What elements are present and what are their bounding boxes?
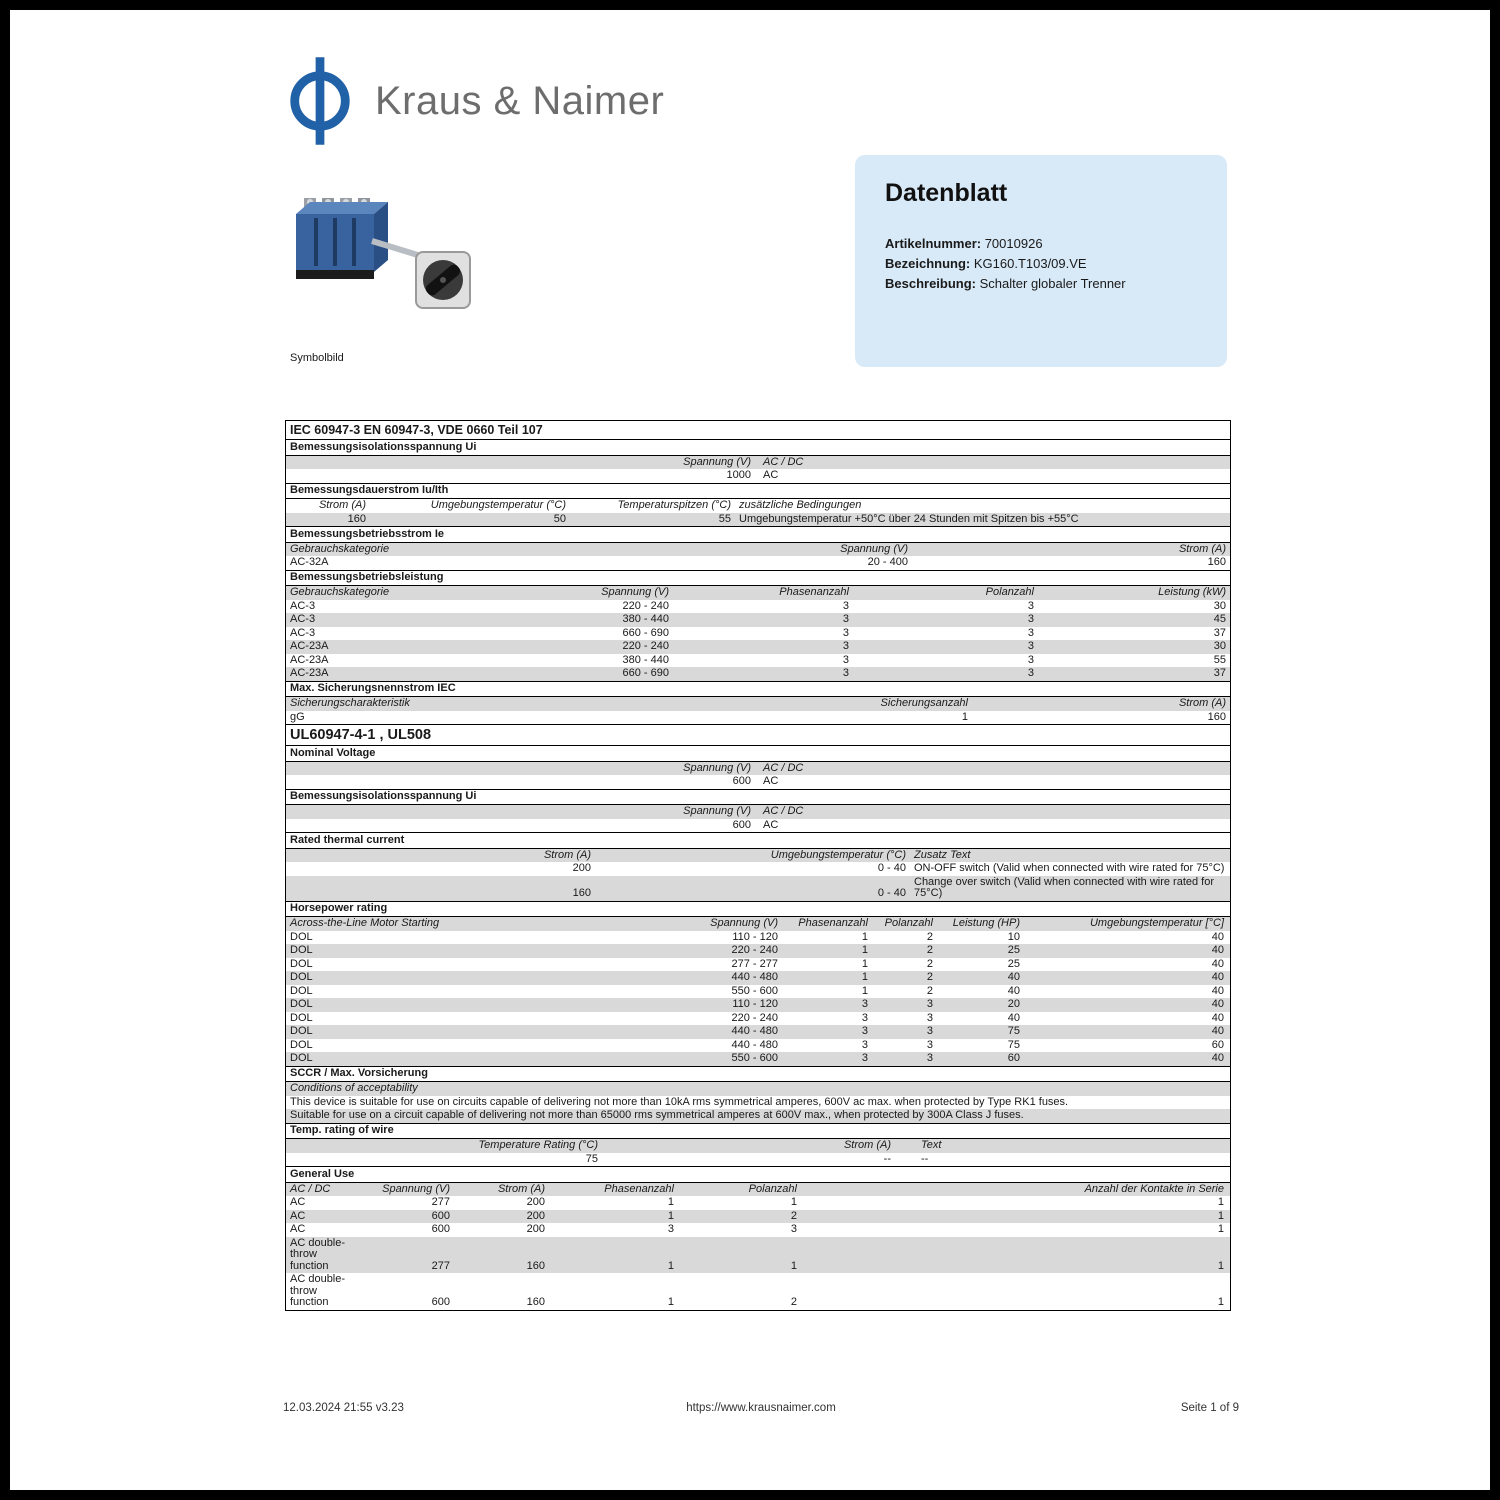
table-cell: 550 - 600 [731,1052,778,1064]
column-header-cell: Temperature Rating (°C) [478,1139,598,1151]
column-header-cell: Temperaturspitzen (°C) [617,499,731,511]
brand-logo [285,56,664,146]
table-row [286,1153,1230,1167]
table-cell: 3 [926,1052,933,1064]
table-cell: 2 [790,1296,797,1308]
column-header-cell: Strom (A) [497,1182,545,1195]
table-cell: 277 [431,1196,450,1208]
column-header-row [286,849,1230,863]
subsection-title: Rated thermal current [286,832,1230,849]
table-cell: AC [290,1223,306,1235]
table-cell: AC [763,818,779,831]
table-cell: 600 [732,818,751,831]
article-number-line [885,234,1197,254]
spec-table [285,420,1231,1311]
table-cell: 1 [667,1296,674,1308]
table-cell: AC-3 [290,599,316,612]
designation-value: KG160.T103/09.VE [973,256,1087,271]
table-cell: 60 [1211,1038,1224,1051]
column-header-cell: Spannung (V) [710,917,778,929]
subsection-title: General Use [286,1166,1230,1183]
table-cell: 75 [1007,1038,1020,1051]
table-row [286,556,1230,570]
table-cell: 3 [1027,640,1034,652]
table-cell: 3 [861,998,868,1010]
subsection-title: Bemessungsbetriebsleistung [286,570,1230,587]
description-value: Schalter globaler Trenner [979,276,1126,291]
table-cell: 3 [926,998,933,1010]
table-row [286,1223,1230,1237]
phi-logo-icon [285,56,355,146]
column-header-cell: Strom (A) [1178,542,1226,555]
table-cell: 600 [732,775,751,787]
subsection-title: Bemessungsisolationsspannung Ui [286,789,1230,806]
column-header-cell: Spannung (V) [683,805,751,817]
table-row [286,613,1230,627]
column-header-cell: Leistung (kW) [1158,586,1226,598]
table-cell: AC-32A [290,556,329,568]
table-cell: 55 [1213,653,1226,666]
column-header-row [286,697,1230,711]
section-title: UL60947-4-1 , UL508 [286,724,1230,746]
table-cell: 2 [926,971,933,983]
column-header-row [286,1139,1230,1153]
table-cell: 220 - 240 [622,599,669,612]
table-cell: 60 [1007,1052,1020,1064]
table-cell: gG [290,710,305,723]
table-cell: 1 [861,984,868,997]
table-cell: 3 [1027,599,1034,612]
table-cell: 3 [842,626,849,639]
table-cell: 40 [1211,944,1224,956]
table-cell: 3 [861,1011,868,1024]
column-header-cell: Gebrauchskategorie [290,542,390,555]
table-row [286,1052,1230,1066]
table-row [286,1210,1230,1224]
table-cell: DOL [290,1052,313,1064]
table-cell: 200 [572,862,591,874]
table-cell: 2 [926,930,933,943]
column-header-cell: Leistung (HP) [952,917,1020,929]
column-header-row [286,1183,1230,1197]
table-cell: 440 - 480 [731,1025,778,1037]
table-row [286,931,1230,945]
subsection-title: SCCR / Max. Vorsicherung [286,1066,1230,1083]
table-cell: 110 - 120 [732,998,778,1010]
table-cell: 40 [1211,1025,1224,1037]
table-cell: 3 [926,1025,933,1037]
table-cell: 45 [1213,613,1226,625]
table-cell: 3 [1027,653,1034,666]
table-cell: 1 [1217,1296,1224,1308]
table-cell: 30 [1213,599,1226,612]
section-title: IEC 60947-3 EN 60947-3, VDE 0660 Teil 107 [286,421,1230,440]
page-footer [283,1402,1239,1418]
table-cell: ON-OFF switch (Valid when connected with wire rated for 75°C) [914,862,1225,874]
table-cell: 1 [1217,1209,1224,1222]
table-cell: 40 [1211,957,1224,970]
table-cell: 160 [526,1259,545,1272]
column-header-cell: Text [921,1139,942,1151]
table-cell: 600 [431,1209,450,1222]
table-cell: 220 - 240 [731,1011,778,1024]
column-header-cell: Strom (A) [1178,697,1226,709]
column-header-cell: AC / DC [763,761,804,774]
table-row [286,1039,1230,1053]
column-header-cell: Strom (A) [318,499,366,511]
subsection-title: Temp. rating of wire [286,1123,1230,1140]
column-header-row [286,762,1230,776]
table-cell: DOL [290,998,313,1010]
designation-label: Bezeichnung: [885,256,971,271]
table-cell: Suitable for use on a circuit capable of delivering not more than 65000 rms symmetrical amperes at 600V max., when protected by 300A Class J fuses. [290,1109,1024,1121]
table-cell: 440 - 480 [731,1038,778,1051]
column-header-cell: AC / DC [290,1182,331,1195]
table-cell: 1 [667,1209,674,1222]
table-cell: 660 - 690 [622,667,669,679]
table-cell: 1 [667,1259,674,1272]
table-cell: 160 [347,512,366,525]
subsection-title: Nominal Voltage [286,746,1230,762]
table-row [286,985,1230,999]
table-cell: 37 [1213,626,1226,639]
table-cell: 1 [790,1259,797,1272]
table-cell: 220 - 240 [622,640,669,652]
table-cell: 3 [1027,613,1034,625]
table-cell: DOL [290,971,313,983]
table-cell: 1 [861,957,868,970]
table-row [286,1025,1230,1039]
column-header-cell: Sicherungsanzahl [880,697,968,709]
table-cell: 1 [1217,1259,1224,1272]
column-header-cell: Zusatz Text [914,848,971,861]
table-cell: DOL [290,957,313,970]
table-cell: 110 - 120 [732,930,778,943]
datasheet-title: Datenblatt [885,179,1008,207]
table-cell: 3 [842,667,849,679]
table-cell: 160 [1207,710,1226,723]
table-cell: 1 [861,971,868,983]
subsection-title: Bemessungsbetriebsstrom Ie [286,526,1230,543]
table-cell: 40 [1211,998,1224,1010]
table-row [286,1096,1230,1110]
table-cell: 75 [585,1152,598,1165]
table-cell: 440 - 480 [731,971,778,983]
table-cell: Change over switch (Valid when connected with wire rated for 75°C) [914,875,1215,899]
column-header-cell: Spannung (V) [683,455,751,468]
switch-photo-illustration [290,182,480,322]
table-row [286,958,1230,972]
table-cell: 600 [431,1296,450,1308]
table-cell: 3 [861,1038,868,1051]
designation-line [885,254,1197,274]
table-row [286,667,1230,681]
table-cell: 25 [1007,957,1020,970]
table-cell: 3 [926,1011,933,1024]
table-cell: 40 [1211,1011,1224,1024]
table-row [286,944,1230,958]
table-cell: AC-23A [290,653,329,666]
product-photo [290,182,480,322]
table-cell: 40 [1007,1011,1020,1024]
table-cell: 1 [1217,1223,1224,1235]
table-cell: 40 [1007,971,1020,983]
table-cell: 277 [431,1259,450,1272]
footer-url: https://www.krausnaimer.com [686,1402,836,1414]
table-cell: 40 [1211,930,1224,943]
table-cell: 3 [1027,667,1034,679]
table-row [286,971,1230,985]
table-row [286,1273,1230,1310]
subsection-title: Bemessungsisolationsspannung Ui [286,440,1230,456]
column-header-cell: Gebrauchskategorie [290,586,390,598]
column-header-cell: Spannung (V) [840,542,908,555]
table-cell: 40 [1211,971,1224,983]
table-cell: 3 [842,640,849,652]
table-cell: 1000 [726,469,751,481]
table-cell: 160 [1207,556,1226,568]
table-cell: 25 [1007,944,1020,956]
footer-timestamp: 12.03.2024 21:55 v3.23 [283,1402,404,1414]
column-header-cell: Anzahl der Kontakte in Serie [1084,1182,1224,1195]
column-header-row [286,543,1230,557]
table-cell: 3 [842,613,849,625]
table-row [286,819,1230,833]
table-cell: 200 [526,1223,545,1235]
brand-name: Kraus & Naimer [375,78,665,123]
column-header-cell: zusätzliche Bedingungen [739,499,862,511]
table-cell: 30 [1213,640,1226,652]
column-header-cell: Spannung (V) [601,586,669,598]
column-header-cell: Polanzahl [985,586,1034,598]
column-header-cell: Strom (A) [843,1139,891,1151]
table-cell: 50 [553,512,566,525]
table-row [286,600,1230,614]
subsection-title: Bemessungsdauerstrom Iu/Ith [286,483,1230,500]
table-cell: 1 [961,710,968,723]
table-cell: DOL [290,1025,313,1037]
datasheet-info-box [855,155,1227,367]
table-cell: 20 [1007,998,1020,1010]
column-header-row [286,805,1230,819]
table-cell: 20 - 400 [867,556,908,568]
column-header-row [286,917,1230,931]
table-cell: 1 [790,1196,797,1208]
table-cell: 160 [526,1296,545,1308]
table-cell: AC [763,775,779,787]
table-cell: -- [921,1152,929,1165]
table-cell: 2 [926,944,933,956]
table-row [286,513,1230,527]
table-cell: 380 - 440 [622,653,669,666]
column-header-cell: Umgebungstemperatur (°C) [770,848,906,861]
table-cell: DOL [290,1038,313,1051]
column-header-cell: Phasenanzahl [779,586,849,598]
table-cell: 220 - 240 [731,944,778,956]
column-header-cell: Sicherungscharakteristik [290,697,410,709]
table-cell: 277 - 277 [731,957,778,970]
column-header-row [286,499,1230,513]
table-cell: 3 [926,1038,933,1051]
table-cell: 3 [861,1025,868,1037]
table-cell: 2 [926,984,933,997]
table-cell: 1 [861,944,868,956]
table-cell: AC-23A [290,667,329,679]
table-cell: 3 [667,1223,674,1235]
column-header-cell: AC / DC [763,455,804,468]
table-row [286,998,1230,1012]
table-cell: 3 [790,1223,797,1235]
table-cell: 2 [790,1209,797,1222]
column-header-cell: Umgebungstemperatur [°C] [1089,917,1224,929]
article-number-value: 70010926 [984,236,1043,251]
table-cell: 3 [1027,626,1034,639]
table-cell: DOL [290,984,313,997]
table-cell: 40 [1211,984,1224,997]
table-cell: AC-3 [290,626,316,639]
symbol-caption: Symbolbild [290,352,344,364]
table-cell: 0 - 40 [877,862,906,874]
datasheet-page [10,10,1490,1490]
column-header-cell: Polanzahl [748,1182,797,1195]
table-row [286,1237,1230,1274]
column-header-cell: Spannung (V) [683,761,751,774]
subsection-title: Horsepower rating [286,901,1230,918]
table-cell: AC [290,1209,306,1222]
table-cell: 2 [926,957,933,970]
column-header-row [286,1082,1230,1096]
table-cell: 3 [861,1052,868,1064]
table-cell: AC-23A [290,640,329,652]
table-cell: 1 [667,1196,674,1208]
table-cell: Umgebungstemperatur +50°C über 24 Stunden mit Spitzen bis +55°C [739,512,1079,525]
table-cell: 40 [1211,1052,1224,1064]
column-header-cell: Spannung (V) [382,1182,450,1195]
column-header-cell: Strom (A) [543,848,591,861]
table-cell: 3 [842,599,849,612]
table-cell: 75 [1007,1025,1020,1037]
table-cell: 550 - 600 [731,984,778,997]
table-row [286,627,1230,641]
table-cell: 0 - 40 [877,887,906,899]
table-cell: 660 - 690 [622,626,669,639]
article-number-label: Artikelnummer: [885,236,982,251]
table-cell: 380 - 440 [622,613,669,625]
table-row [286,654,1230,668]
table-cell: -- [883,1152,891,1165]
column-header-cell: Phasenanzahl [798,917,868,929]
description-label: Beschreibung: [885,276,977,291]
table-cell: AC [290,1196,306,1208]
table-cell: 1 [861,930,868,943]
table-cell: 40 [1007,984,1020,997]
table-row [286,862,1230,876]
subsection-title: Max. Sicherungsnennstrom IEC [286,681,1230,698]
table-row [286,876,1230,901]
table-cell: 160 [572,887,591,899]
column-header-row [286,586,1230,600]
table-cell: 200 [526,1196,545,1208]
table-row [286,1109,1230,1123]
table-row [286,640,1230,654]
table-row [286,775,1230,789]
table-cell: 37 [1213,667,1226,679]
table-row [286,1012,1230,1026]
table-cell: DOL [290,930,313,943]
footer-page-number: Seite 1 of 9 [1180,1402,1239,1414]
table-cell: 1 [1217,1196,1224,1208]
table-row [286,711,1230,725]
column-header-cell: AC / DC [763,805,804,817]
table-cell: This device is suitable for use on circuits capable of delivering not more than 10kA rms symmetrical amperes, 600V ac max. when protected by Type RK1 fuses. [290,1095,1069,1108]
column-header-cell: Phasenanzahl [604,1182,674,1195]
column-header-cell: Conditions of acceptability [290,1082,418,1094]
table-cell: AC [763,469,779,481]
table-cell: DOL [290,1011,313,1024]
table-cell: AC double-throw function [290,1273,346,1308]
table-cell: DOL [290,944,313,956]
column-header-cell: Polanzahl [884,917,933,929]
table-cell: 3 [842,653,849,666]
column-header-row [286,456,1230,470]
column-header-cell: Umgebungstemperatur (°C) [430,499,566,511]
table-cell: 600 [431,1223,450,1235]
table-cell: AC-3 [290,613,316,625]
column-header-cell: Across-the-Line Motor Starting [290,917,440,929]
table-cell: 10 [1007,930,1020,943]
description-line [885,274,1197,294]
table-row [286,469,1230,483]
table-cell: 200 [526,1209,545,1222]
table-cell: 55 [718,512,731,525]
table-cell: AC double-throw function [290,1236,346,1272]
table-row [286,1196,1230,1210]
